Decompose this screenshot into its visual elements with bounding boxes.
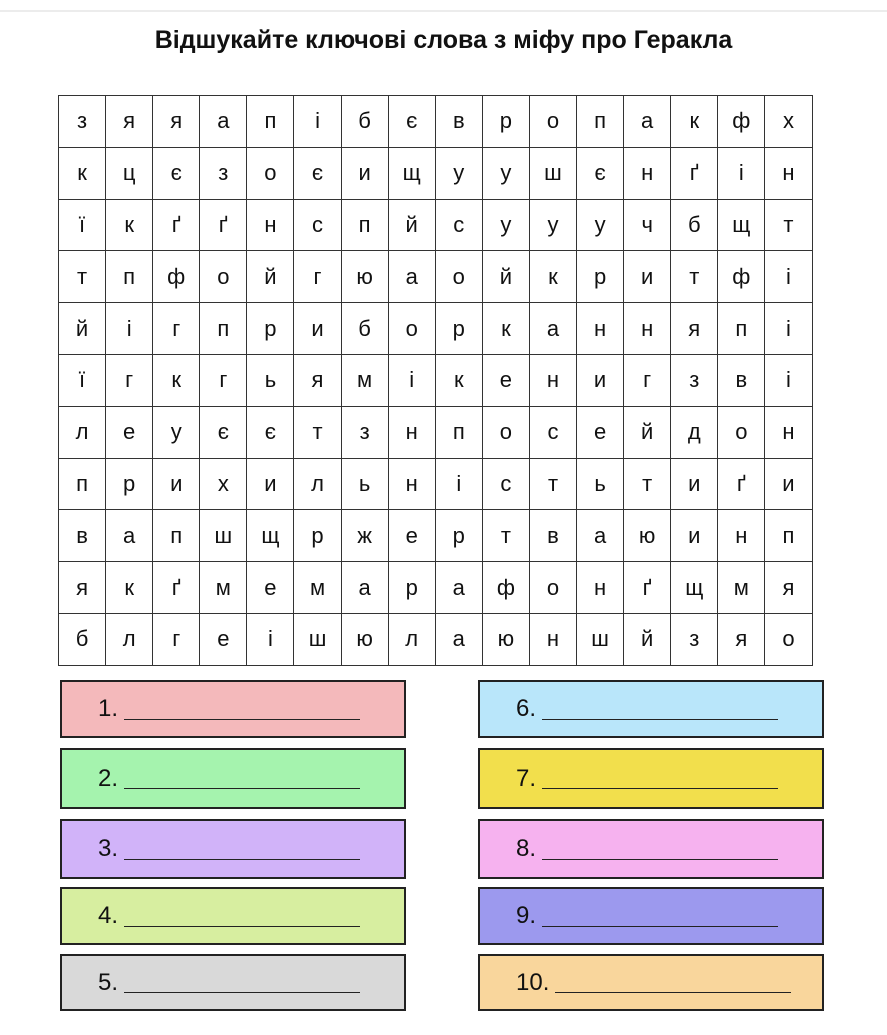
grid-cell[interactable]: б [341,96,388,148]
grid-cell[interactable]: н [765,147,812,199]
answer-number: 6. [516,695,537,722]
grid-cell[interactable]: п [59,458,106,510]
grid-cell[interactable]: п [577,96,624,148]
grid-cell[interactable]: к [59,147,106,199]
grid-cell[interactable]: а [341,562,388,614]
grid-cell[interactable]: п [153,510,200,562]
grid-cell[interactable]: я [718,613,765,665]
grid-cell[interactable]: а [435,562,482,614]
answer-box-7 [478,748,824,809]
grid-cell[interactable]: т [482,510,529,562]
grid-cell[interactable]: р [106,458,153,510]
grid-cell[interactable]: щ [388,147,435,199]
word-search-grid [58,95,813,666]
grid-cell[interactable]: п [435,406,482,458]
grid-cell[interactable]: н [718,510,765,562]
grid-cell[interactable]: ю [341,613,388,665]
grid-cell[interactable]: й [59,303,106,355]
grid-cell[interactable]: е [106,406,153,458]
answer-box-5 [60,954,406,1011]
grid-cell[interactable]: о [247,147,294,199]
grid-cell[interactable]: е [247,562,294,614]
grid-cell[interactable]: о [718,406,765,458]
answer-number: 4. [98,902,119,929]
grid-cell[interactable]: щ [718,199,765,251]
grid-cell[interactable]: и [765,458,812,510]
grid-row [59,96,813,148]
grid-cell[interactable]: в [59,510,106,562]
grid-cell[interactable]: ф [718,96,765,148]
grid-cell[interactable]: ґ [153,199,200,251]
grid-cell[interactable]: д [671,406,718,458]
grid-cell[interactable]: е [577,406,624,458]
grid-cell[interactable]: т [671,251,718,303]
grid-cell[interactable]: и [294,303,341,355]
grid-cell[interactable]: я [106,96,153,148]
grid-cell[interactable]: т [624,458,671,510]
grid-cell[interactable]: й [482,251,529,303]
grid-cell[interactable]: ю [482,613,529,665]
grid-cell[interactable]: л [294,458,341,510]
answer-blank-line[interactable] [542,839,778,860]
answer-blank-line[interactable] [542,768,778,789]
grid-cell[interactable]: о [435,251,482,303]
answer-blank-line[interactable] [124,839,360,860]
grid-cell[interactable]: є [388,96,435,148]
answer-number: 1. [98,695,119,722]
grid-cell[interactable]: м [294,562,341,614]
grid-cell[interactable]: х [200,458,247,510]
grid-cell[interactable]: ч [624,199,671,251]
grid-cell[interactable]: і [718,147,765,199]
grid-cell[interactable]: л [106,613,153,665]
grid-cell[interactable]: і [388,354,435,406]
grid-cell[interactable]: й [624,613,671,665]
grid-cell[interactable]: о [200,251,247,303]
answer-blank-line[interactable] [124,906,360,927]
grid-cell[interactable]: л [59,406,106,458]
grid-cell[interactable]: п [765,510,812,562]
grid-cell[interactable]: в [435,96,482,148]
grid-cell[interactable]: и [671,458,718,510]
answer-blank-line[interactable] [542,699,778,720]
grid-cell[interactable]: о [765,613,812,665]
grid-cell[interactable]: ґ [671,147,718,199]
grid-cell[interactable]: у [482,199,529,251]
grid-cell[interactable]: н [529,354,576,406]
grid-cell[interactable]: г [153,613,200,665]
grid-row [59,303,813,355]
answer-box-6 [478,680,824,738]
grid-cell[interactable]: б [341,303,388,355]
grid-cell[interactable]: и [671,510,718,562]
answer-blank-line[interactable] [124,768,360,789]
grid-cell[interactable]: а [577,510,624,562]
answer-number: 3. [98,835,119,862]
grid-cell[interactable]: п [247,96,294,148]
grid-cell[interactable]: ґ [153,562,200,614]
answer-number: 10. [516,968,550,996]
grid-row [59,147,813,199]
answer-number: 5. [98,968,119,996]
answer-box-3 [60,819,406,879]
grid-cell[interactable]: н [577,562,624,614]
answer-box-4 [60,887,406,945]
grid-cell[interactable]: р [294,510,341,562]
grid-cell[interactable]: с [435,199,482,251]
grid-cell[interactable]: н [624,303,671,355]
grid-cell[interactable]: я [59,562,106,614]
grid-cell[interactable]: і [765,303,812,355]
grid-cell[interactable]: т [529,458,576,510]
grid-cell[interactable]: г [624,354,671,406]
grid-cell[interactable]: с [529,406,576,458]
grid-cell[interactable]: н [388,458,435,510]
grid-cell[interactable]: е [388,510,435,562]
page-title: Відшукайте ключові слова з міфу про Геракла [154,26,733,54]
grid-cell[interactable]: т [294,406,341,458]
grid-cell[interactable]: н [247,199,294,251]
grid-cell[interactable]: к [106,562,153,614]
grid-cell[interactable]: ґ [200,199,247,251]
answer-blank-line[interactable] [542,906,778,927]
grid-cell[interactable]: я [765,562,812,614]
grid-cell[interactable]: к [435,354,482,406]
grid-cell[interactable]: к [482,303,529,355]
grid-row [59,510,813,562]
grid-cell[interactable]: и [624,251,671,303]
grid-cell[interactable]: ф [482,562,529,614]
grid-cell[interactable]: з [671,354,718,406]
grid-cell[interactable]: р [435,303,482,355]
grid-cell[interactable]: а [435,613,482,665]
grid-cell[interactable]: ь [577,458,624,510]
grid-cell[interactable]: е [482,354,529,406]
grid-cell[interactable]: і [765,251,812,303]
grid-cell[interactable]: и [247,458,294,510]
grid-cell[interactable]: п [200,303,247,355]
answer-blank-line[interactable] [124,972,360,993]
grid-cell[interactable]: в [718,354,765,406]
grid-cell[interactable]: є [247,406,294,458]
grid-cell[interactable]: г [200,354,247,406]
grid-cell[interactable]: о [529,562,576,614]
grid-cell[interactable]: ф [718,251,765,303]
grid-cell[interactable]: є [577,147,624,199]
grid-cell[interactable]: с [482,458,529,510]
grid-cell[interactable]: н [529,613,576,665]
answer-number: 8. [516,835,537,862]
grid-cell[interactable]: є [200,406,247,458]
grid-cell[interactable]: р [247,303,294,355]
grid-cell[interactable]: н [388,406,435,458]
grid-cell[interactable]: г [106,354,153,406]
grid-cell[interactable]: ї [59,354,106,406]
grid-cell[interactable]: е [200,613,247,665]
answer-box-9 [478,887,824,945]
grid-cell[interactable]: з [341,406,388,458]
grid-cell[interactable]: я [671,303,718,355]
grid-cell[interactable]: а [624,96,671,148]
answer-blank-line[interactable] [555,972,791,993]
grid-cell[interactable]: ґ [624,562,671,614]
grid-cell[interactable]: п [341,199,388,251]
grid-cell[interactable]: а [388,251,435,303]
grid-cell[interactable]: з [59,96,106,148]
grid-cell[interactable]: у [153,406,200,458]
grid-cell[interactable]: і [247,613,294,665]
grid-cell[interactable]: б [59,613,106,665]
grid-cell[interactable]: о [388,303,435,355]
grid-cell[interactable]: п [106,251,153,303]
grid-cell[interactable]: х [765,96,812,148]
grid-cell[interactable]: т [765,199,812,251]
grid-cell[interactable]: р [435,510,482,562]
grid-cell[interactable]: т [59,251,106,303]
grid-cell[interactable]: у [577,199,624,251]
answer-number: 2. [98,764,119,792]
grid-cell[interactable]: р [482,96,529,148]
grid-row [59,406,813,458]
grid-cell[interactable]: і [294,96,341,148]
grid-cell[interactable]: и [341,147,388,199]
grid-cell[interactable]: о [482,406,529,458]
grid-cell[interactable]: м [200,562,247,614]
grid-cell[interactable]: ї [59,199,106,251]
grid-cell[interactable]: н [624,147,671,199]
top-divider [0,10,887,12]
grid-cell[interactable]: к [529,251,576,303]
grid-cell[interactable]: р [388,562,435,614]
answer-box-2 [60,748,406,809]
grid-row [59,251,813,303]
grid-cell[interactable]: и [153,458,200,510]
grid-cell[interactable]: ь [247,354,294,406]
grid-cell[interactable]: п [718,303,765,355]
grid-cell[interactable]: ц [106,147,153,199]
answer-box-10 [478,954,824,1011]
grid-row [59,613,813,665]
grid-row [59,199,813,251]
grid-cell[interactable]: ґ [718,458,765,510]
answer-box-1 [60,680,406,738]
grid-cell[interactable]: г [294,251,341,303]
grid-cell[interactable]: й [624,406,671,458]
answer-number: 7. [516,764,537,792]
grid-cell[interactable]: й [247,251,294,303]
grid-cell[interactable]: є [294,147,341,199]
grid-cell[interactable]: ж [341,510,388,562]
grid-cell[interactable]: м [341,354,388,406]
grid-cell[interactable]: і [435,458,482,510]
grid-cell[interactable]: ю [624,510,671,562]
grid-cell[interactable]: о [529,96,576,148]
grid-cell[interactable]: к [153,354,200,406]
grid-row [59,458,813,510]
grid-cell[interactable]: и [577,354,624,406]
grid-cell[interactable]: ш [529,147,576,199]
grid-cell[interactable]: а [106,510,153,562]
grid-cell[interactable]: я [153,96,200,148]
grid-cell[interactable]: я [294,354,341,406]
grid-cell[interactable]: у [435,147,482,199]
grid-cell[interactable]: а [200,96,247,148]
answer-blank-line[interactable] [124,699,360,720]
grid-cell[interactable]: с [294,199,341,251]
grid-cell[interactable]: р [577,251,624,303]
grid-cell[interactable]: з [200,147,247,199]
answer-number: 9. [516,902,537,929]
grid-cell[interactable]: м [718,562,765,614]
grid-cell[interactable]: л [388,613,435,665]
grid-cell[interactable]: к [106,199,153,251]
grid-cell[interactable]: н [577,303,624,355]
grid-cell[interactable]: з [671,613,718,665]
grid-cell[interactable]: ь [341,458,388,510]
grid-cell[interactable]: в [529,510,576,562]
answer-box-8 [478,819,824,879]
grid-cell[interactable]: б [671,199,718,251]
grid-cell[interactable]: і [765,354,812,406]
grid-cell[interactable]: і [106,303,153,355]
grid-cell[interactable]: щ [671,562,718,614]
grid-cell[interactable]: й [388,199,435,251]
grid-cell[interactable]: ш [294,613,341,665]
grid-cell[interactable]: ш [200,510,247,562]
grid-cell[interactable]: ф [153,251,200,303]
grid-row [59,562,813,614]
grid-cell[interactable]: у [482,147,529,199]
grid-cell[interactable]: у [529,199,576,251]
grid-row [59,354,813,406]
grid-cell[interactable]: щ [247,510,294,562]
grid-cell[interactable]: г [153,303,200,355]
grid-cell[interactable]: ш [577,613,624,665]
grid-cell[interactable]: а [529,303,576,355]
grid-cell[interactable]: є [153,147,200,199]
grid-cell[interactable]: н [765,406,812,458]
grid-cell[interactable]: к [671,96,718,148]
grid-cell[interactable]: ю [341,251,388,303]
